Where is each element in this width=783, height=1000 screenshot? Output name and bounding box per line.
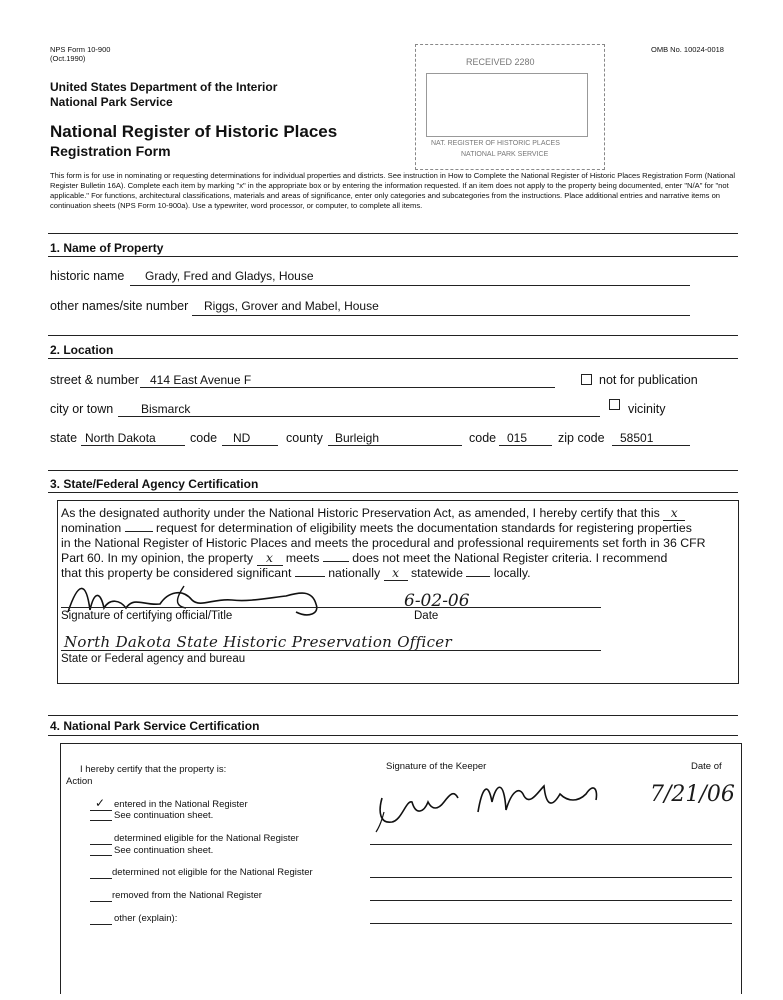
county-code-value[interactable]: 015	[507, 431, 528, 445]
statewide-label: statewide	[411, 566, 463, 580]
certifying-signature-label: Signature of certifying official/Title	[61, 610, 233, 622]
state-value[interactable]: North Dakota	[85, 431, 156, 445]
cert-line-4-tail: does not meet the National Register criteria. I recommend	[352, 551, 668, 565]
option-not-eligible: determined not eligible for the National Register	[112, 867, 313, 878]
not-for-publication-checkbox[interactable]	[581, 374, 592, 385]
date-of-action-label: Date of	[691, 761, 722, 772]
cert-line-1-text: As the designated authority under the National Historic Preservation Act, as amended, I hereby certify that this	[61, 506, 660, 520]
cert-line-4-text: Part 60. In my opinion, the property	[61, 551, 254, 565]
certify-text: I hereby certify that the property is:	[80, 764, 227, 775]
state-code-label: code	[190, 431, 218, 445]
stamp-service: NATIONAL PARK SERVICE	[461, 151, 549, 158]
date-label: Date	[414, 610, 439, 622]
department-name: United States Department of the Interior	[50, 80, 278, 94]
statewide-mark[interactable]: x	[384, 566, 408, 581]
keeper-signature-label: Signature of the Keeper	[386, 761, 487, 772]
form-number: NPS Form 10-900	[50, 45, 111, 54]
agency-label: State or Federal agency and bureau	[61, 653, 246, 665]
nationally-blank[interactable]	[295, 576, 325, 577]
section-4-heading: 4. National Park Service Certification	[50, 719, 260, 733]
certification-date[interactable]: 6-02-06	[404, 591, 470, 611]
not-for-publication-label: not for publication	[599, 373, 698, 387]
cert-line-2	[61, 521, 692, 535]
state-label: state	[50, 431, 78, 445]
vicinity-checkbox[interactable]	[609, 399, 620, 410]
street-label: street & number	[50, 373, 139, 387]
other-names-label: other names/site number	[50, 299, 189, 313]
cert-line-2-text: request for determination of eligibility meets the documentation standards for registering properties	[156, 521, 692, 535]
zip-value[interactable]: 58501	[620, 431, 654, 445]
form-title: National Register of Historic Places	[50, 122, 338, 141]
instructions-text: This form is for use in nominating or requesting determinations for individual properties and districts. See instruction in How to Complete the National Register of Historic Places Registration Form (National Register Bulletin 16A). Complete each item by marking "x" in the appropriate box or by entering the information requested. If an item does not apply to the property being documented, enter "N/A" for "not applicable." For functions, architectural classifications, materials and areas of significance, enter only categories and subcategories from the instructions. Place additional entries and narrative items on continuation sheets (NPS Form 10-900a). Use a typewriter, word processor, or computer, to complete all items.	[50, 171, 736, 210]
request-blank[interactable]	[125, 531, 153, 532]
other-names-value[interactable]: Riggs, Grover and Mabel, House	[204, 299, 379, 313]
historic-name-value[interactable]: Grady, Fred and Gladys, House	[145, 269, 314, 283]
agency-handwritten[interactable]: North Dakota State Historic Preservation Officer	[64, 633, 452, 651]
cert-line-3: in the National Register of Historic Places and meets the procedural and professional requirements set forth in 36 CFR	[61, 536, 706, 550]
nomination-mark[interactable]: x	[663, 506, 685, 521]
nationally-label: nationally	[328, 566, 381, 580]
city-label: city or town	[50, 402, 114, 416]
vicinity-label: vicinity	[628, 402, 666, 416]
option-entered: entered in the National Register	[114, 799, 248, 810]
locally-blank[interactable]	[466, 576, 490, 577]
county-value[interactable]: Burleigh	[335, 431, 380, 445]
stamp-received: RECEIVED 2280	[466, 57, 535, 67]
historic-name-label: historic name	[50, 269, 125, 283]
zip-label: zip code	[558, 431, 605, 445]
section-3-heading: 3. State/Federal Agency Certification	[50, 477, 259, 491]
county-label: county	[286, 431, 323, 445]
meets-label: meets	[285, 551, 320, 565]
omb-number: OMB No. 10024-0018	[651, 45, 724, 54]
does-not-meet-blank[interactable]	[323, 561, 349, 562]
service-name: National Park Service	[50, 95, 173, 109]
entered-check-mark[interactable]: ✓	[94, 796, 106, 810]
option-eligible-continuation: See continuation sheet.	[114, 845, 214, 856]
option-determined-eligible: determined eligible for the National Register	[114, 833, 299, 844]
city-value[interactable]: Bismarck	[141, 402, 191, 416]
county-code-label: code	[469, 431, 497, 445]
street-value[interactable]: 414 East Avenue F	[150, 373, 252, 387]
received-stamp	[415, 44, 605, 170]
meets-mark[interactable]: x	[257, 551, 283, 566]
form-subtitle: Registration Form	[50, 143, 171, 159]
keeper-signature	[372, 772, 622, 834]
cert-line-1	[61, 506, 685, 521]
action-label: Action	[66, 776, 93, 787]
cert-line-4	[61, 551, 667, 566]
stamp-register: NAT. REGISTER OF HISTORIC PLACES	[431, 140, 560, 147]
nomination-label: nomination	[61, 521, 122, 535]
option-other: other (explain):	[114, 913, 178, 924]
option-entered-continuation: See continuation sheet.	[114, 810, 214, 821]
form-date: (Oct.1990)	[50, 54, 86, 63]
section-2-heading: 2. Location	[50, 343, 114, 357]
locally-label: locally.	[493, 566, 531, 580]
option-removed: removed from the National Register	[112, 890, 262, 901]
cert-line-5-text: that this property be considered significant	[61, 566, 292, 580]
state-code-value[interactable]: ND	[233, 431, 251, 445]
section-1-heading: 1. Name of Property	[50, 241, 164, 255]
keeper-date[interactable]: 7/21/06	[650, 782, 735, 807]
